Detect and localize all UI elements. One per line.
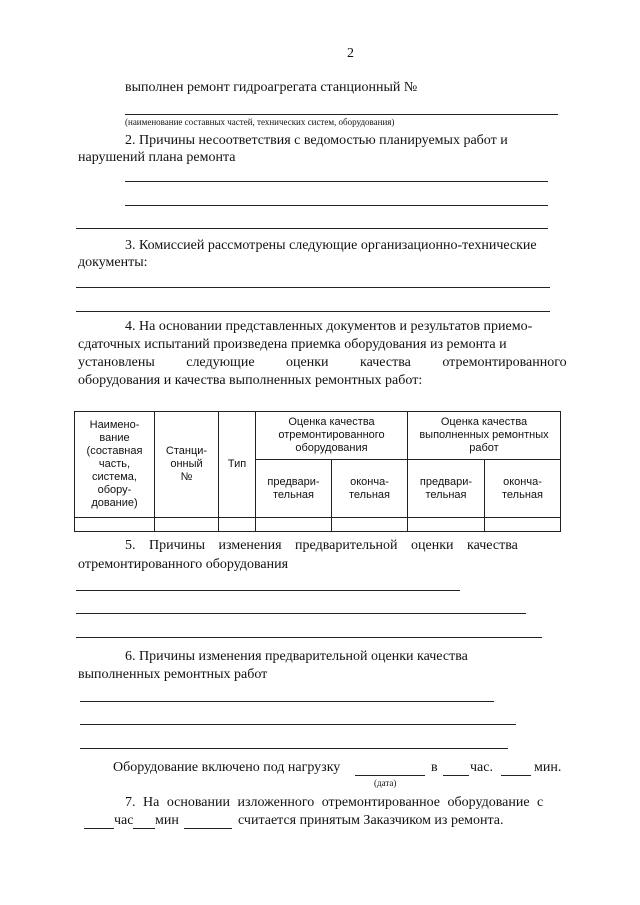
section7-blank-1[interactable] xyxy=(84,828,114,829)
cell-name[interactable] xyxy=(75,518,155,532)
load-date-blank[interactable] xyxy=(355,775,425,776)
intro-fill-line xyxy=(125,114,558,115)
section6-line2: выполненных ремонтных работ xyxy=(78,667,268,682)
intro-text: выполнен ремонт гидроагрегата станционный № xyxy=(125,80,418,95)
header-equipment-final: оконча- тельная xyxy=(332,460,408,518)
cell-type[interactable] xyxy=(219,518,256,532)
section7-line1: 7. На основании изложенного отремонтированное оборудование с xyxy=(125,795,544,810)
section4-line2: сдаточных испытаний произведена приемка оборудования из ремонта и xyxy=(78,337,507,352)
section3-fill-line-1 xyxy=(76,287,550,288)
section2-fill-line-1 xyxy=(125,181,548,182)
section6-fill-line-3 xyxy=(80,748,508,749)
section7-blank-2[interactable] xyxy=(133,828,155,829)
section2-line1: 2. Причины несоответствия с ведомостью планируемых работ и xyxy=(125,133,508,148)
cell-equipment-final[interactable] xyxy=(332,518,408,532)
header-works-final: оконча- тельная xyxy=(485,460,561,518)
load-date-caption: (дата) xyxy=(374,778,397,788)
section5-line2: отремонтированного оборудования xyxy=(78,557,289,572)
load-hour: час. xyxy=(470,760,493,775)
cell-station[interactable] xyxy=(155,518,219,532)
section2-line2: нарушений плана ремонта xyxy=(78,150,236,165)
section7-min: мин xyxy=(155,813,179,828)
section7-hour: час xyxy=(114,813,134,828)
page-number: 2 xyxy=(347,46,354,61)
header-name: Наимено- вание (составная часть, система, обору- дование) xyxy=(75,412,155,518)
header-works-prelim: предвари- тельная xyxy=(408,460,485,518)
load-in: в xyxy=(431,760,438,775)
section4-line1: 4. На основании представленных документов и результатов приемо- xyxy=(125,319,533,334)
header-type: Тип xyxy=(219,412,256,518)
section5-fill-line-3 xyxy=(76,637,542,638)
section5-fill-line-2 xyxy=(76,613,526,614)
section4-line3: установлены следующие оценки качества отремонтированного xyxy=(78,355,567,370)
section3-line1: 3. Комиссией рассмотрены следующие организационно-технические xyxy=(125,238,537,253)
section2-fill-line-2 xyxy=(125,205,548,206)
intro-caption: (наименование составных частей, технических систем, оборудования) xyxy=(125,117,395,127)
cell-works-final[interactable] xyxy=(485,518,561,532)
section4-line4: оборудования и качества выполненных ремонтных работ: xyxy=(78,373,423,388)
section2-fill-line-3 xyxy=(76,228,548,229)
load-min: мин. xyxy=(534,760,562,775)
header-equipment-quality: Оценка качества отремонтированного оборудования xyxy=(256,412,408,460)
header-equipment-prelim: предвари- тельная xyxy=(256,460,332,518)
load-min-blank[interactable] xyxy=(501,775,531,776)
header-station-number: Станци- онный № xyxy=(155,412,219,518)
section7-blank-3[interactable] xyxy=(184,828,232,829)
section6-fill-line-2 xyxy=(80,724,516,725)
section5-fill-line-1 xyxy=(76,590,460,591)
header-works-quality: Оценка качества выполненных ремонтных работ xyxy=(408,412,561,460)
table-row xyxy=(75,518,561,532)
section6-line1: 6. Причины изменения предварительной оценки качества xyxy=(125,649,468,664)
cell-equipment-prelim[interactable] xyxy=(256,518,332,532)
quality-table xyxy=(74,411,561,532)
load-hour-blank[interactable] xyxy=(443,775,469,776)
section3-line2: документы: xyxy=(78,255,148,270)
cell-works-prelim[interactable] xyxy=(408,518,485,532)
load-text: Оборудование включено под нагрузку xyxy=(113,760,341,775)
section5-line1: 5. Причины изменения предварительной оценки качества xyxy=(125,538,518,553)
section3-fill-line-2 xyxy=(76,311,550,312)
section6-fill-line-1 xyxy=(80,701,494,702)
section7-accepted: считается принятым Заказчиком из ремонта. xyxy=(238,813,504,828)
